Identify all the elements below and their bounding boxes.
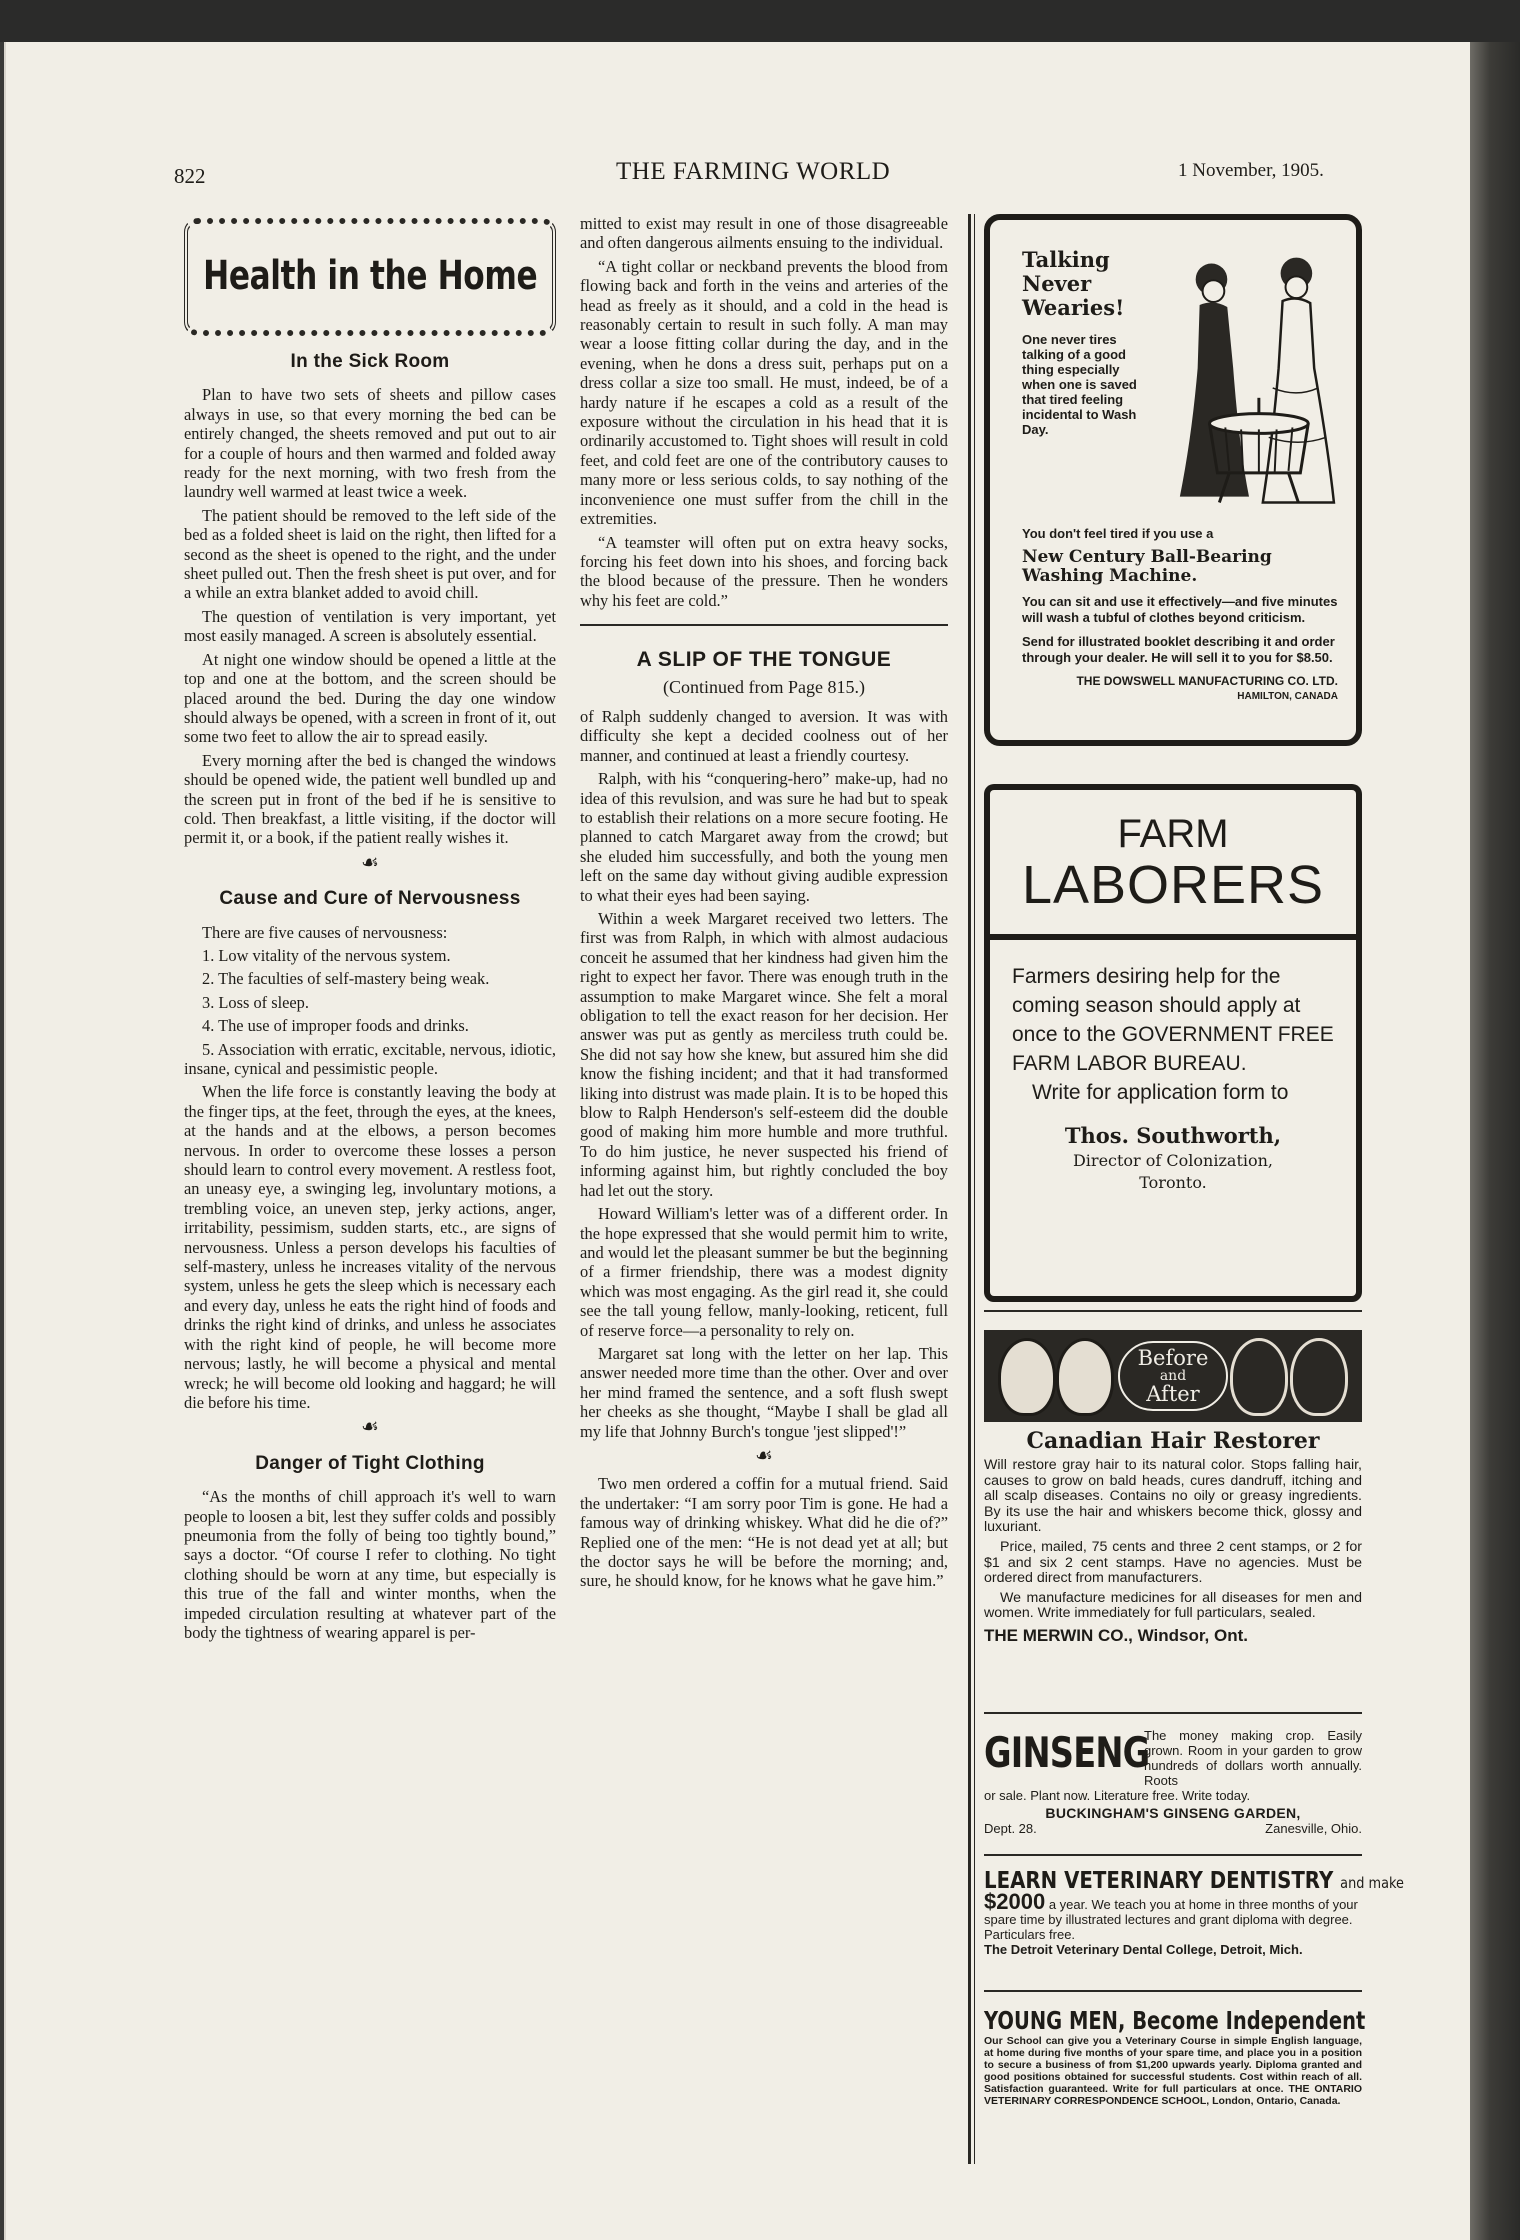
- sick-room-paragraph: Every morning after the bed is changed the windows should be opened wide, the patient well bundled up and the screen put in front of the bed if he is sensitive to cold. Then breakfast, a little visiting, if the doctor will permit it, or a book, if the patient really wishes it.: [184, 750, 556, 848]
- face-illustration: [1056, 1338, 1114, 1416]
- sick-room-paragraph: At night one window should be opened a little at the top and one at the bottom, and the screen should be placed around the bed. During the day one window should always be opened, with a screen in front of it, out some two feet to allow the air to spread easily.: [184, 649, 556, 747]
- tight-clothing-continued: mitted to exist may result in one of those disagreeable and often dangerous ailments ensuing to the individual.: [580, 214, 948, 253]
- page-header: [6, 116, 1470, 188]
- farm-laborers-title-box: [984, 784, 1362, 934]
- before-after-label: [1118, 1341, 1229, 1411]
- tight-clothing-heading: Danger of Tight Clothing: [255, 1452, 485, 1474]
- sick-room-paragraph: Plan to have two sets of sheets and pillow cases always in use, so that every morning the bed can be entirely changed, the sheets removed and put out to air for a couple of hours and then warmed and folded away ready for the next morning, with two fresh from the laundry well warmed at least twice a week.: [184, 385, 556, 502]
- washer-line-three: Send for illustrated booklet describing it and order through your dealer. He will sell it to you for $8.50.: [1022, 634, 1335, 665]
- farm-laborers-title-two: LABORERS: [1021, 855, 1325, 915]
- face-illustration: [1230, 1338, 1288, 1416]
- scan-right-edge: [1470, 42, 1520, 2240]
- face-illustration: [1290, 1338, 1348, 1416]
- hair-restorer-title: Canadian Hair Restorer: [1026, 1428, 1320, 1454]
- face-illustration: [998, 1338, 1056, 1416]
- issue-date: 1 November, 1905.: [1178, 160, 1324, 181]
- washer-side-text: One never tires talking of a good thing especially when one is saved that tired feeling incidental to Wash Day.: [1022, 332, 1137, 437]
- divider: [984, 1990, 1362, 1992]
- nervousness-intro: There are five causes of nervousness:: [202, 922, 448, 942]
- nervousness-list: [184, 923, 556, 1079]
- washer-city: HAMILTON, CANADA: [1237, 691, 1338, 702]
- before-label: Before: [1137, 1346, 1209, 1370]
- divider: [580, 624, 948, 626]
- coffin-anecdote: Two men ordered a coffin for a mutual friend. Said the undertaker: “I am sorry poor Tim is gone. He had a famous way of drinking whiskey. What did he die of?” Replied one of the men: “He is not dead yet at all; but the doctor says he will be before the morning; and, sure, he should know, for he knows what he gave him.”: [580, 1474, 948, 1591]
- veterinary-and-make: and make: [1340, 1874, 1404, 1892]
- scan-top-band: [0, 0, 1520, 42]
- divider: [984, 1854, 1362, 1856]
- farm-laborers-body-box: [984, 934, 1362, 1302]
- page-number: 822: [174, 164, 206, 188]
- farm-laborers-contact-role: Director of Colonization,: [1072, 1151, 1274, 1170]
- washer-headline: Talking Never Wearies!: [1022, 247, 1125, 320]
- hair-restorer-price: Price, mailed, 75 cents and three 2 cent stamps, or 2 for $1 and six 2 cent stamps. Have no agencies. Must be ordered direct from manufacturers.: [984, 1538, 1362, 1587]
- hair-restorer-ad: [984, 1310, 1362, 1646]
- veterinary-body: [984, 1889, 1362, 1942]
- hair-restorer-body: Will restore gray hair to its natural color. Stops falling hair, causes to grow on bald heads, cures dandruff, itching and all scalp diseases. Contains no oily or greasy ingredients. By its use the hair and whiskers become thick, glossy and luxuriant.: [984, 1457, 1362, 1536]
- divider: [984, 1712, 1362, 1714]
- publication-title: THE FARMING WORLD: [616, 158, 891, 185]
- ginseng-city: Zanesville, Ohio.: [1265, 1821, 1362, 1836]
- young-men-body: Our School can give you a Veterinary Course in simple English language, at home during five months of your spare time, and place you in a position to secure a business of from $1,200 upwards yearly. Diploma granted and good positions obtained for successful students. Cost within reach of all. Satisfaction guaranteed. Write for full particulars at once. THE ONTARIO VETERINARY CORRESPONDENCE SCHOOL, London, Ontario, Canada.: [984, 2035, 1362, 2107]
- veterinary-school: The Detroit Veterinary Dental College, Detroit, Mich.: [984, 1942, 1303, 1957]
- women-at-washtub-illustration: [1170, 248, 1338, 518]
- section-ornament: ☙: [361, 1416, 379, 1439]
- story-paragraph: Ralph, with his “conquering-hero” make-up, had no idea of this revulsion, and was sure he had but to speak to establish their relations on a more secure footing. He planned to catch Margaret away from the crowd; but she eluded him successfully, and both the young men left on the same day without giving audible expression to what their eyes had been saying.: [580, 769, 948, 905]
- sick-room-heading: In the Sick Room: [290, 351, 450, 372]
- washer-line-two: You can sit and use it effectively—and five minutes will wash a tubful of clothes beyond criticism.: [1022, 594, 1338, 625]
- ginseng-address: [984, 1821, 1362, 1836]
- tight-clothing-paragraph: “As the months of chill approach it's well to warn people to loosen a bit, lest they suffer colds and possibly pneumonia from the folly of being too tightly bound,” says a doctor. “Of course I refer to clothing. No tight clothing should be worn at any time, but especially is this true of the fall and winter months, when the impeded circulation resulting at whatever part of the body the tightness of wearing apparel is per-: [184, 1487, 556, 1642]
- section-ornament: ☙: [755, 1444, 773, 1467]
- tight-clothing-paragraph: “A tight collar or neckband prevents the blood from flowing back and forth in the veins and arteries of the head as freely as it should, and a cold in the head is reasonably certain to result in such folly. A man may wear a loose fitting collar during the day, and in the evening, when he dons a dress suit, perhaps put on a dress collar a size too small. He must, indeed, be of a hardy nature if he escapes a cold as a result of the exposure without the circulation in his head that it is ordinarily accustomed to. Tight shoes will result in cold feet, and cold feet are one of the contributory causes to many more or less serious colds, to say nothing of the inconvenience one must suffer from the chill in the extremities.: [580, 256, 948, 529]
- young-men-title: YOUNG MEN, Become Independent: [984, 2006, 1366, 2035]
- nervousness-heading: Cause and Cure of Nervousness: [219, 888, 521, 910]
- list-item: 1. Low vitality of the nervous system.: [202, 945, 451, 965]
- story-paragraph: Within a week Margaret received two letters. The first was from Ralph, in which with almost audacious conceit he assumed that her kindness had given him the right to expect her favor. There was enough truth in the assumption to make Margaret wince. She felt a moral obligation to tell the exact reason for her decision. Her answer was put as gently as merciless truth could be. She did not say how she knew, but assured him she did know the fishing incident; and that it had transformed liking into distrust was made plain. It is to be hoped this blow to Ralph Henderson's self-esteem did the double good of making him more humble and more truthful. To do him justice, he never suspected his friend of informing against him, but rightly concluded the boy had let out the story.: [580, 909, 948, 1200]
- newspaper-page: [4, 42, 1470, 2240]
- sick-room-paragraph: The patient should be removed to the left side of the bed as a folded sheet is laid on the right, then lifted for a second as the sheet is opened to the right, and the under sheet pulled out. Then the fresh sheet is put over, and for a while an extra blanket added to avoid chill.: [184, 505, 556, 603]
- hair-restorer-company: THE MERWIN CO., Windsor, Ont.: [984, 1625, 1248, 1645]
- column-rule: [974, 214, 975, 2164]
- young-men-ad: [984, 1990, 1366, 2107]
- and-label: and: [1159, 1368, 1187, 1384]
- story-continued-note: (Continued from Page 815.): [663, 676, 865, 697]
- ginseng-company: BUCKINGHAM'S GINSENG GARDEN,: [1045, 1805, 1301, 1821]
- list-item: 4. The use of improper foods and drinks.: [202, 1016, 469, 1036]
- veterinary-title: [984, 1868, 1404, 1894]
- health-banner-title: Health in the Home: [202, 253, 538, 300]
- farm-laborers-ad: [984, 784, 1362, 1302]
- farm-laborers-title-one: FARM: [1117, 812, 1229, 856]
- washer-product-name: New Century Ball-Bearing Washing Machine.: [1022, 547, 1272, 586]
- divider: [984, 1310, 1362, 1312]
- story-paragraph: of Ralph suddenly changed to aversion. It was with difficulty she kept a decided coolness out of her manner, and continued at least a friendly courtesy.: [580, 706, 948, 765]
- farm-laborers-text: Farmers desiring help for the coming season should apply at once to the GOVERNMENT FREE FARM LABOR BUREAU.: [1012, 965, 1334, 1075]
- ginseng-order-line: or sale. Plant now. Literature free. Write today.: [984, 1788, 1251, 1803]
- veterinary-amount: $2000: [984, 1889, 1046, 1914]
- story-paragraph: Margaret sat long with the letter on her lap. This answer needed more time than the other. Over and over her mind framed the sentence, and a soft flush swept her cheeks as she thought, “Maybe I shall be glad all my life that Johnny Burch's tongue 'jest slipped'!”: [580, 1343, 948, 1441]
- veterinary-dentistry-ad: [984, 1854, 1404, 1957]
- ginseng-ad: [984, 1712, 1362, 1836]
- hair-restorer-medicines: We manufacture medicines for all diseases for men and women. Write immediately for full particulars, sealed.: [984, 1589, 1362, 1622]
- column-rule: [968, 214, 971, 2164]
- story-paragraph: Howard William's letter was of a different order. In the hope expressed that she would permit him to write, and would let the pleasant summer be but the beginning of a firmer friendship, there was a modest dignity which was most engaging. As the girl read it, she could see the tall young fellow, manly-looking, reticent, full of reserve force—a personality to rely on.: [580, 1204, 948, 1340]
- farm-laborers-contact-city: Toronto.: [1139, 1173, 1207, 1192]
- list-item: 2. The faculties of self-mastery being weak.: [202, 969, 490, 989]
- before-after-banner: [984, 1330, 1362, 1422]
- farm-laborers-contact-name: Thos. Southworth,: [1064, 1123, 1282, 1148]
- veterinary-body-text: a year. We teach you at home in three months of your spare time by illustrated lectures and grant diploma with degree. Particulars free.: [984, 1897, 1358, 1942]
- health-banner: [184, 218, 556, 336]
- after-label: After: [1146, 1382, 1200, 1406]
- washer-company: THE DOWSWELL MANUFACTURING CO. LTD.: [1076, 674, 1338, 688]
- column-two: [580, 214, 948, 1595]
- column-one: [184, 218, 556, 1646]
- farm-laborers-write: Write for application form to: [1032, 1081, 1289, 1104]
- story-title: A SLIP OF THE TONGUE: [636, 648, 892, 672]
- section-ornament: ☙: [361, 851, 379, 874]
- list-item: 3. Loss of sleep.: [202, 992, 309, 1012]
- list-item: 5. Association with erratic, excitable, nervous, idiotic, insane, cynical and pessimistic people.: [184, 1039, 556, 1078]
- sick-room-paragraph: The question of ventilation is very important, yet most easily managed. A screen is absolutely essential.: [184, 606, 556, 646]
- tight-clothing-paragraph: “A teamster will often put on extra heavy socks, forcing his feet down into his shoes, and forcing back the blood because of the pressure. Then he wonders why his feet are cold.”: [580, 532, 948, 610]
- ginseng-description: The money making crop. Easily grown. Room in your garden to grow hundreds of dollars worth annually. Roots: [1144, 1728, 1362, 1788]
- ginseng-dept: Dept. 28.: [984, 1821, 1037, 1836]
- washing-machine-ad: [984, 214, 1362, 746]
- washer-line-one: You don't feel tired if you use a: [1022, 526, 1214, 541]
- ginseng-title: GINSENG: [984, 1728, 1150, 1777]
- veterinary-title-text: LEARN VETERINARY DENTISTRY: [984, 1868, 1334, 1894]
- nervousness-paragraph: When the life force is constantly leaving the body at the finger tips, at the feet, through the eyes, at the knees, at the hands and at the elbows, a person becomes nervous. In order to overcome these losses a person should learn to control every movement. A restless foot, an uneasy eye, a swinging leg, involuntary motions, a trembling voice, an uneven step, jerky actions, anger, irritability, pessimism, sudden starts, etc., are signs of nervousness. Unless a person develops his faculties of self-mastery, unless he increases vitality of the nervous system, unless he gets the sleep which is necessary each and every day, unless he eats the right hind of foods and drinks the right kind of drinks, and unless he associates with the right kind of people, he will become more nervous; lastly, he will become a physical and mental wreck; he will become old looking and haggard; he will die before his time.: [184, 1082, 556, 1412]
